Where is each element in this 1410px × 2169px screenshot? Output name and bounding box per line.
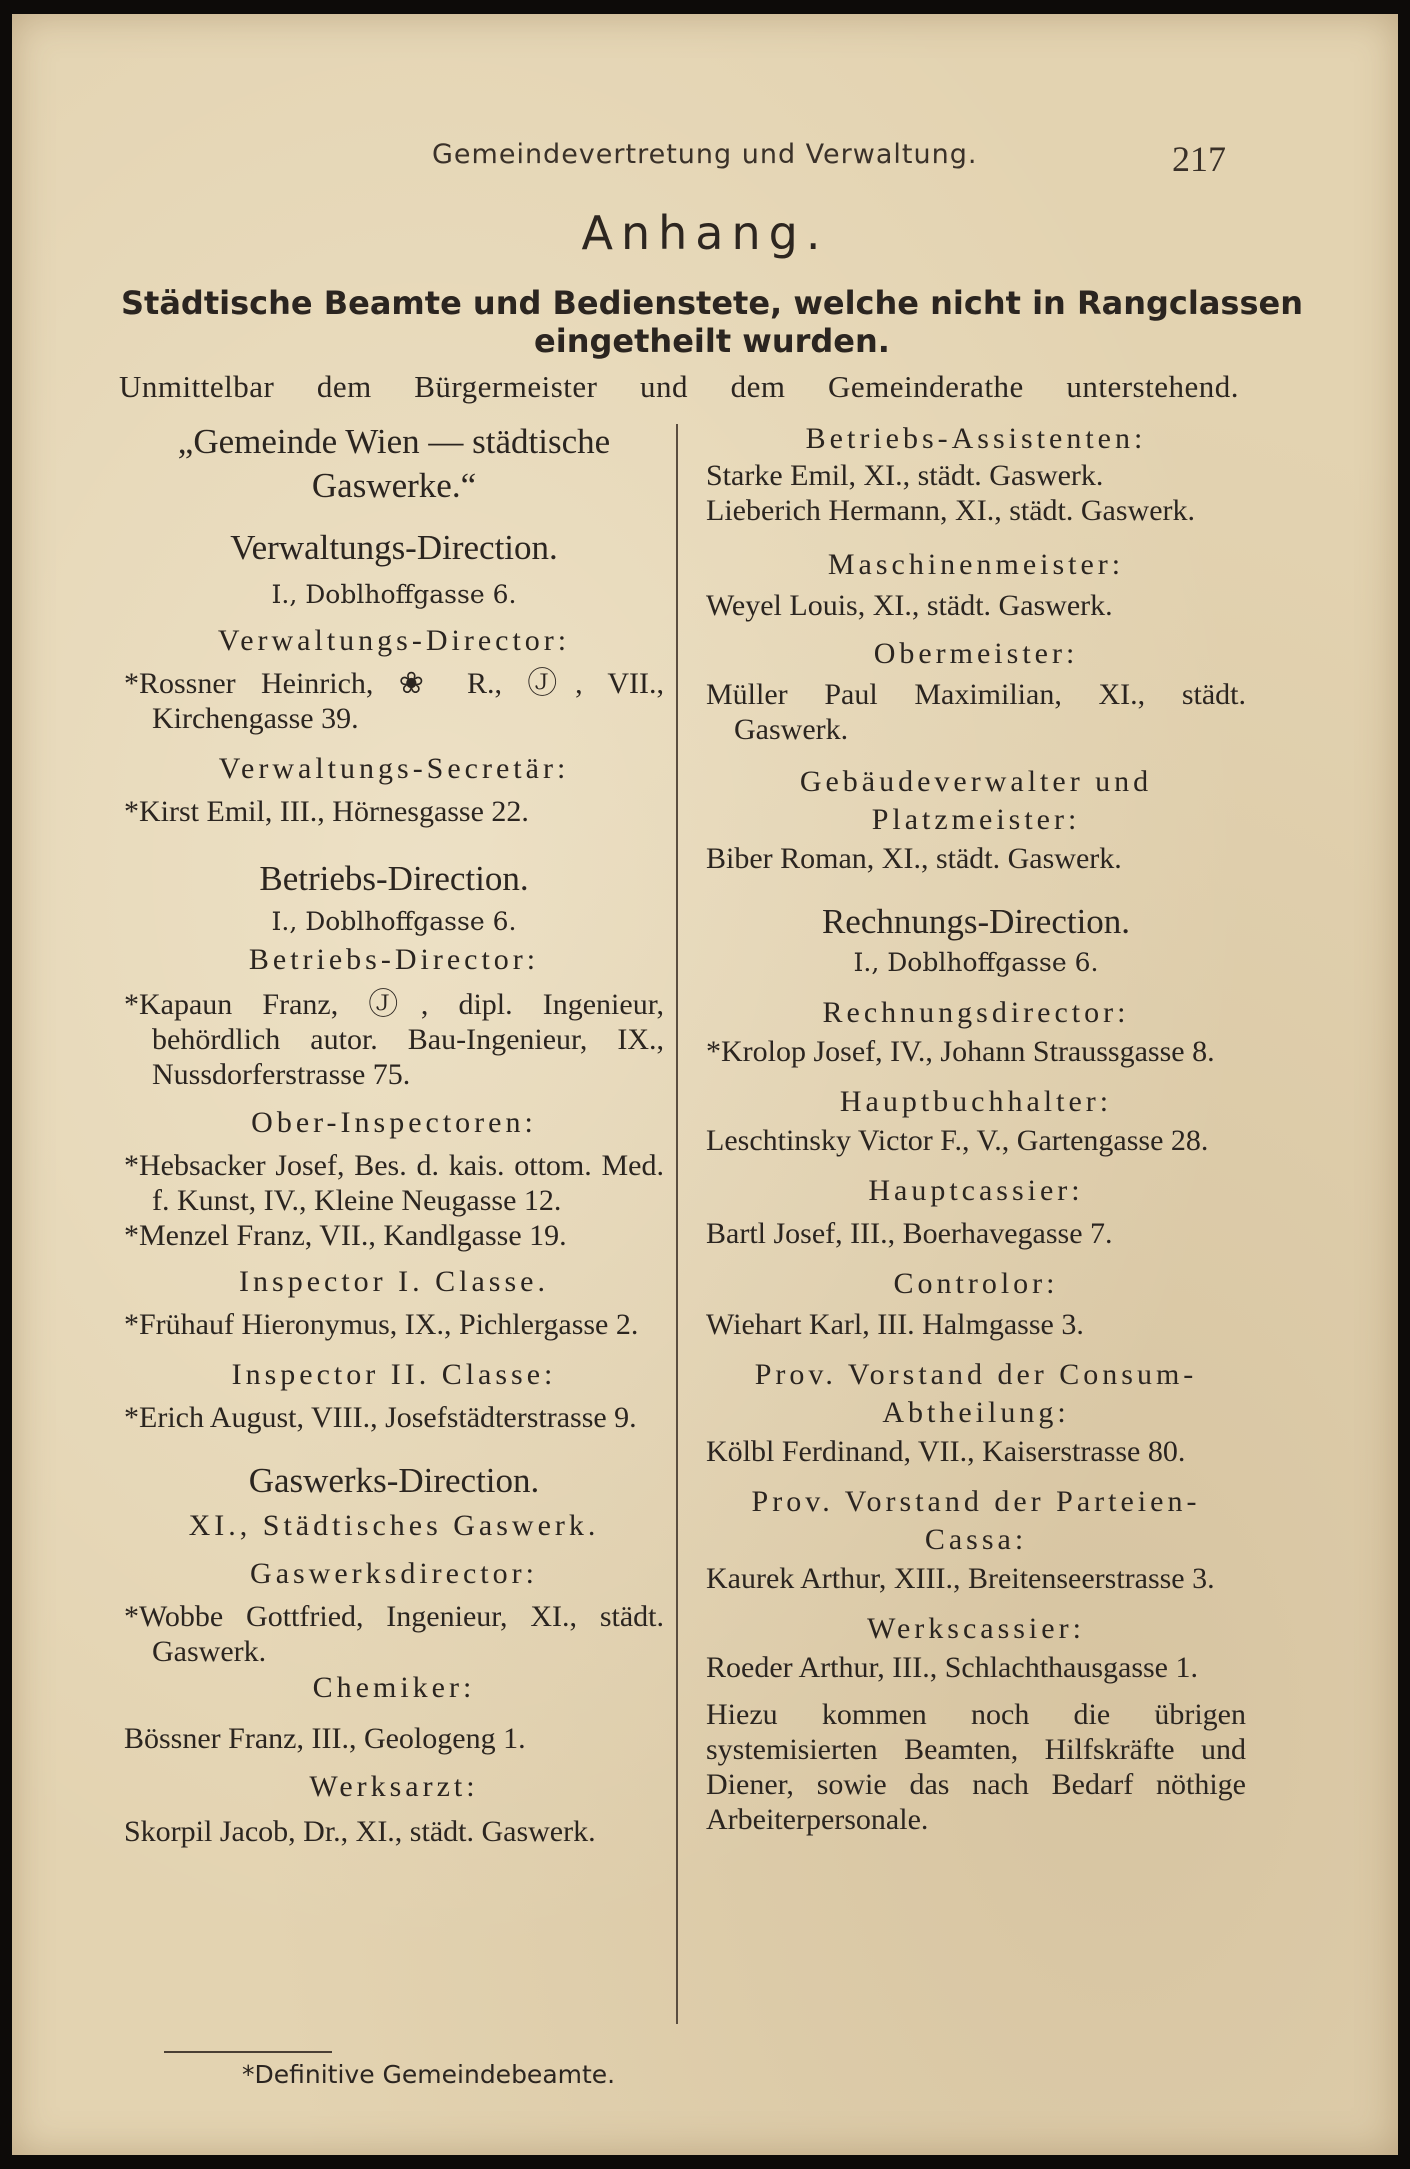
person-entry: *Krolop Josef, IV., Johann Straussgasse 8. — [706, 1035, 1215, 1068]
left-column — [124, 420, 664, 1849]
person-entry: Leschtinsky Victor F., V., Gartengasse 28. — [706, 1124, 1209, 1157]
intro-line: Unmittelbar dem Bürgermeister und dem Gemeinderathe unterstehend. — [119, 369, 1239, 404]
column-divider — [676, 424, 678, 2024]
section-address: I., Doblhoffgasse 6. — [853, 948, 1099, 977]
closing-note: Hiezu kommen noch die übrigen systemisierten Beamten, Hilfskräfte und Diener, sowie das nach Bedarf nöthige Arbeiterpersonale. — [706, 1698, 1246, 1836]
person-entry: *Kapaun Franz, Ⓙ, dipl. Ingenieur, behördlich autor. Bau-Ingenieur, IX., Nussdorferstrasse 75. — [124, 988, 664, 1091]
document-title: Anhang. — [581, 206, 829, 260]
footnote-rule — [164, 2051, 332, 2053]
person-entry: Müller Paul Maximilian, XI., städt. Gaswerk. — [706, 678, 1246, 746]
person-entry: Weyel Louis, XI., städt. Gaswerk. — [706, 589, 1113, 622]
section-heading: Betriebs-Direction. — [259, 859, 529, 898]
role-label: Werkscassier: — [867, 1612, 1085, 1645]
person-entry: Bartl Josef, III., Boerhavegasse 7. — [706, 1217, 1113, 1250]
role-label: Inspector I. Classe. — [239, 1265, 549, 1298]
section-heading: Gaswerks-Direction. — [248, 1461, 540, 1500]
role-label: Hauptbuchhalter: — [839, 1085, 1113, 1118]
page — [12, 14, 1398, 2155]
section-address: I., Doblhoffgasse 6. — [271, 580, 517, 609]
person-entry: *Kirst Emil, III., Hörnesgasse 22. — [124, 795, 529, 828]
person-entry: *Menzel Franz, VII., Kandlgasse 19. — [124, 1219, 567, 1252]
role-label: Verwaltungs-Secretär: — [218, 752, 570, 785]
footnote: *Definitive Gemeindebeamte. — [242, 2060, 616, 2089]
person-entry: *Wobbe Gottfried, Ingenieur, XI., städt. Gaswerk. — [124, 1600, 664, 1668]
role-label: Rechnungsdirector: — [822, 996, 1130, 1029]
person-entry: Wiehart Karl, III. Halmgasse 3. — [706, 1308, 1084, 1341]
person-entry: *Erich August, VIII., Josefstädterstrasse 9. — [124, 1401, 637, 1434]
role-label: Controlor: — [893, 1267, 1059, 1300]
role-label: Obermeister: — [873, 637, 1079, 670]
role-label: Prov. Vorstand der Parteien-Cassa: — [751, 1485, 1201, 1556]
person-entry: *Rossner Heinrich, ❀ R., Ⓙ, VII., Kirchengasse 39. — [124, 667, 664, 735]
role-label: Verwaltungs-Director: — [217, 624, 571, 657]
person-entry: Lieberich Hermann, XI., städt. Gaswerk. — [706, 494, 1195, 527]
person-entry: *Hebsacker Josef, Bes. d. kais. ottom. Med. f. Kunst, IV., Kleine Neugasse 12. — [124, 1149, 664, 1217]
person-entry: Biber Roman, XI., städt. Gaswerk. — [706, 842, 1122, 875]
person-entry: Kaurek Arthur, XIII., Breitenseerstrasse 3. — [706, 1562, 1215, 1595]
role-label: Prov. Vorstand der Consum-Abtheilung: — [754, 1358, 1198, 1429]
role-label: Hauptcassier: — [868, 1174, 1084, 1207]
role-label: Werksarzt: — [309, 1770, 479, 1803]
running-title: Gemeindevertretung und Verwaltung. — [432, 139, 978, 170]
role-label: Maschinenmeister: — [827, 548, 1125, 581]
role-label: Betriebs-Assistenten: — [805, 422, 1147, 455]
role-label: Inspector II. Classe: — [231, 1358, 557, 1391]
page-number: 217 — [1172, 139, 1226, 179]
person-entry: Starke Emil, XI., städt. Gaswerk. — [706, 459, 1104, 492]
person-entry: Bössner Franz, III., Geologeng 1. — [124, 1722, 526, 1755]
section-address: XI., Städtisches Gaswerk. — [188, 1509, 600, 1542]
role-label: Gebäudeverwalter und Platzmeister: — [799, 765, 1153, 836]
person-entry: Skorpil Jacob, Dr., XI., städt. Gaswerk. — [124, 1815, 596, 1848]
section-heading: Rechnungs-Direction. — [821, 902, 1131, 941]
role-label: Chemiker: — [312, 1671, 476, 1704]
section-address: I., Doblhoffgasse 6. — [271, 907, 517, 936]
role-label: Betriebs-Director: — [248, 943, 540, 976]
right-column — [706, 420, 1246, 1837]
person-entry: *Frühauf Hieronymus, IX., Pichlergasse 2. — [124, 1308, 639, 1341]
role-label: Gaswerksdirector: — [250, 1557, 538, 1590]
person-entry: Kölbl Ferdinand, VII., Kaiserstrasse 80. — [706, 1435, 1186, 1468]
section-heading: Verwaltungs-Direction. — [230, 528, 558, 567]
person-entry: Roeder Arthur, III., Schlachthausgasse 1. — [706, 1651, 1198, 1684]
role-label: Ober-Inspectoren: — [251, 1106, 537, 1139]
document-subtitle: Städtische Beamte und Bedienstete, welche nicht in Rangclassen eingetheilt wurden. — [120, 284, 1303, 360]
org-title: „Gemeinde Wien — städtische Gaswerke.“ — [177, 422, 611, 505]
